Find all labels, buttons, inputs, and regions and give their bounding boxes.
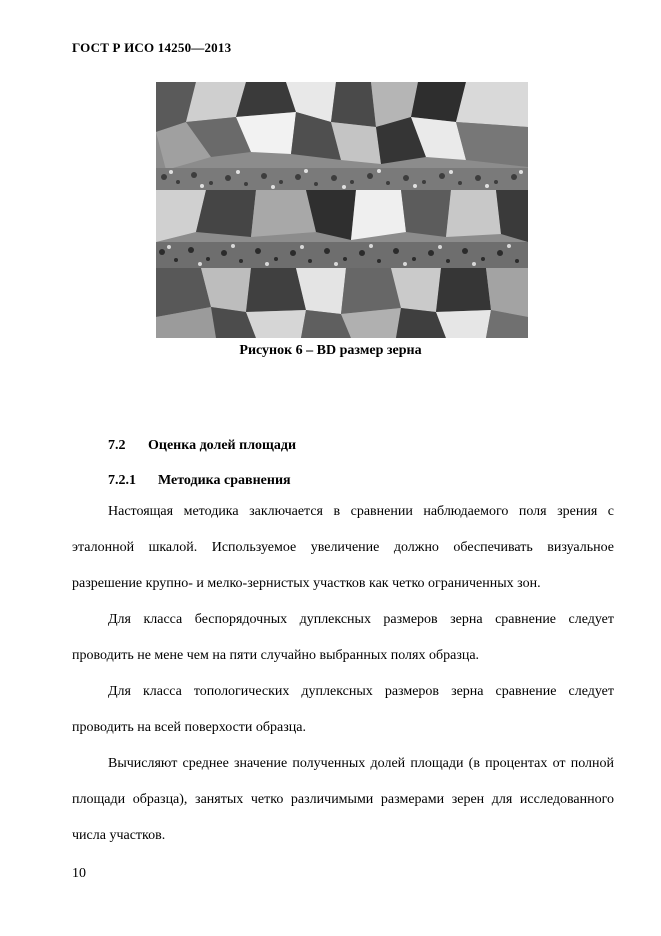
- section-heading: [108, 438, 296, 454]
- page-number: 10: [72, 866, 86, 881]
- paragraph: Настоящая методика заключается в сравнении наблюдаемого поля зрения с эталонной шкалой. Используемое увеличение должно обеспечивать визуальное разрешение крупно- и мелко-зернистых участков как четко ограниченных зон.: [72, 504, 614, 591]
- document-header: ГОСТ Р ИСО 14250—2013: [72, 40, 232, 55]
- figure-caption: Рисунок 6 – BD размер зерна: [239, 343, 422, 358]
- micrograph-image: [156, 82, 528, 338]
- section-number: 7.2: [108, 438, 126, 453]
- paragraph: Для класса топологических дуплексных размеров зерна сравнение следует проводить на всей поверхости образца.: [72, 684, 614, 735]
- paragraph: Вычисляют среднее значение полученных долей площади (в процентах от полной площади образца), занятых четко различимыми размерами зерен для исследованного числа участков.: [72, 756, 614, 843]
- section-title: Оценка долей площади: [148, 438, 297, 453]
- paragraph: Для класса беспорядочных дуплексных размеров зерна сравнение следует проводить не мене чем на пяти случайно выбранных полях образца.: [72, 612, 614, 663]
- subsection-number: 7.2.1: [108, 473, 136, 488]
- subsection-heading: [108, 473, 291, 489]
- subsection-title: Методика сравнения: [158, 473, 291, 488]
